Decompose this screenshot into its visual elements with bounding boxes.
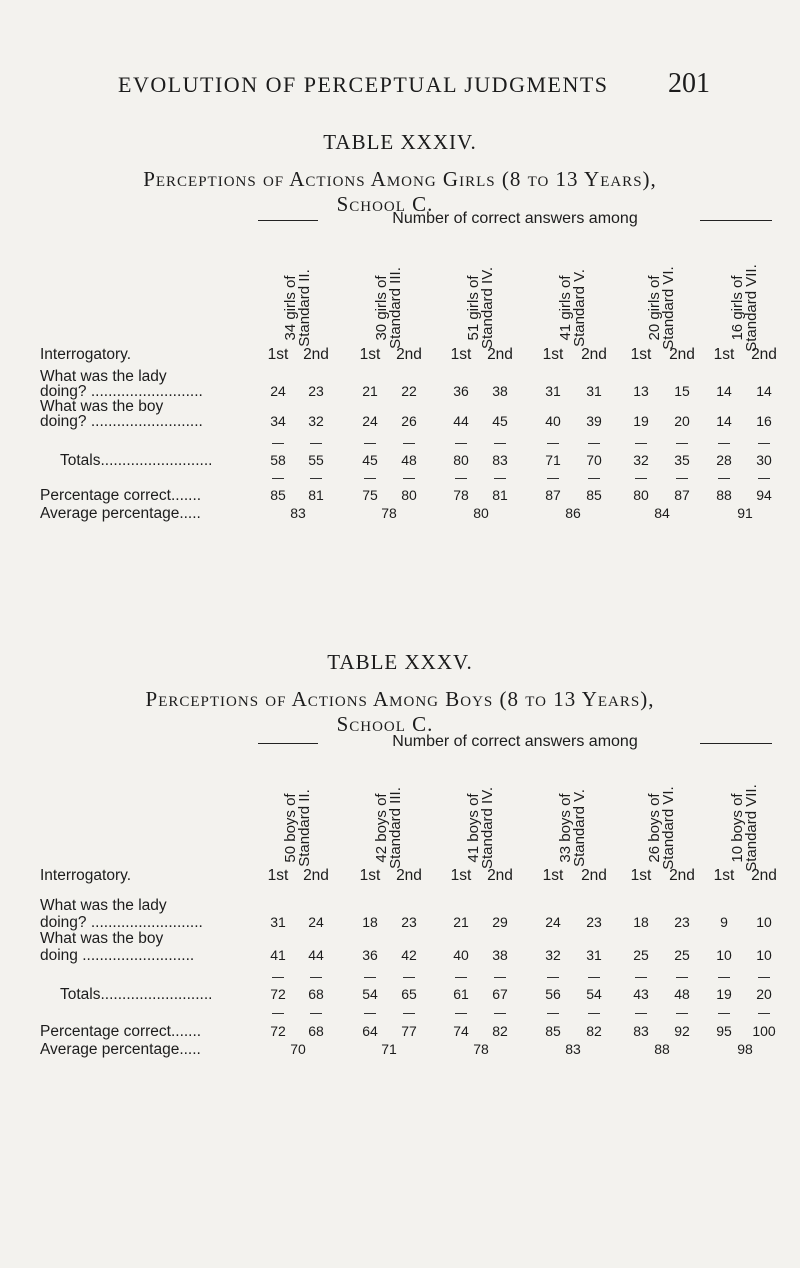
column-header (559, 258, 587, 358)
ordinal-label: 2nd (581, 346, 607, 363)
percentage-label: Percentage correct....... (40, 487, 202, 504)
rule-dash (547, 1013, 559, 1014)
table-cell: 23 (674, 914, 690, 930)
ordinal-label: 1st (713, 867, 735, 884)
totals-cell: 48 (401, 452, 417, 468)
table-cell: 14 (716, 413, 732, 429)
rule-dash (310, 1013, 322, 1014)
table-cell: 23 (586, 914, 602, 930)
totals-cell: 54 (362, 986, 378, 1002)
column-header-standard: Standard II. (296, 789, 313, 867)
percentage-cell: 95 (716, 1023, 732, 1039)
percentage-cell: 81 (492, 487, 508, 503)
percentage-cell: 77 (401, 1023, 417, 1039)
column-header-text (467, 787, 495, 869)
average-cell: 84 (654, 505, 670, 521)
column-header (375, 258, 403, 358)
table-cell: 25 (674, 947, 690, 963)
percentage-cell: 87 (545, 487, 561, 503)
rule-dash (310, 443, 322, 444)
bracket-line-right (700, 220, 772, 221)
average-cell: 70 (290, 1041, 306, 1057)
percentage-cell: 82 (586, 1023, 602, 1039)
ordinal-label: 1st (542, 346, 564, 363)
average-cell: 71 (381, 1041, 397, 1057)
average-cell: 91 (737, 505, 753, 521)
column-header-standard: Standard VI. (660, 266, 677, 350)
column-group-label: Number of correct answers among (392, 733, 638, 750)
average-cell: 88 (654, 1041, 670, 1057)
totals-cell: 83 (492, 452, 508, 468)
totals-cell: 30 (756, 452, 772, 468)
ordinal-label: 2nd (669, 867, 695, 884)
table-cell: 13 (633, 383, 649, 399)
table-cell: 29 (492, 914, 508, 930)
table-cell: 19 (633, 413, 649, 429)
rule-dash (758, 478, 770, 479)
table-cell: 40 (453, 947, 469, 963)
percentage-cell: 83 (633, 1023, 649, 1039)
table-cell: 42 (401, 947, 417, 963)
table-cell: 34 (270, 413, 286, 429)
totals-cell: 61 (453, 986, 469, 1002)
rule-dash (676, 977, 688, 978)
table-cell: 22 (401, 383, 417, 399)
column-header-standard: Standard V. (571, 269, 588, 347)
percentage-cell: 88 (716, 487, 732, 503)
totals-cell: 45 (362, 452, 378, 468)
column-header-standard: Standard VI. (660, 786, 677, 870)
percentage-cell: 100 (752, 1023, 776, 1039)
ordinal-label: 1st (542, 867, 564, 884)
totals-cell: 67 (492, 986, 508, 1002)
bracket-line-right (700, 743, 772, 744)
table-title: TABLE XXXIV. (323, 130, 477, 154)
average-cell: 83 (565, 1041, 581, 1057)
table-cell: 10 (756, 947, 772, 963)
column-header (375, 778, 403, 878)
interrogatory-label: Interrogatory. (40, 346, 132, 363)
percentage-cell: 82 (492, 1023, 508, 1039)
row-label-line1: What was the boy (40, 398, 164, 415)
rule-dash (455, 977, 467, 978)
column-group-label: Number of correct answers among (392, 210, 638, 227)
percentage-cell: 85 (270, 487, 286, 503)
rule-dash (547, 977, 559, 978)
column-header (731, 778, 759, 878)
rule-dash (494, 977, 506, 978)
rule-dash (272, 478, 284, 479)
running-head: EVOLUTION OF PERCEPTUAL JUDGMENTS (118, 72, 609, 97)
average-cell: 86 (565, 505, 581, 521)
column-header (559, 778, 587, 878)
row-label-line2: doing? .......................... (40, 914, 203, 931)
column-header-text (375, 267, 403, 349)
table-cell: 21 (362, 383, 378, 399)
rule-dash (676, 1013, 688, 1014)
column-header (284, 258, 312, 358)
table-cell: 14 (756, 383, 772, 399)
rule-dash (547, 443, 559, 444)
column-header-standard: Standard II. (296, 269, 313, 347)
ordinal-label: 2nd (751, 867, 777, 884)
ordinal-label: 2nd (487, 346, 513, 363)
column-header-count: 34 girls of (282, 275, 299, 341)
table-cell: 32 (308, 413, 324, 429)
bracket-line-left (258, 220, 318, 221)
totals-cell: 28 (716, 452, 732, 468)
table-cell: 24 (362, 413, 378, 429)
table-cell: 40 (545, 413, 561, 429)
totals-cell: 65 (401, 986, 417, 1002)
ordinal-label: 1st (359, 346, 381, 363)
percentage-cell: 72 (270, 1023, 286, 1039)
rule-dash (455, 478, 467, 479)
column-header (467, 258, 495, 358)
rule-dash (588, 443, 600, 444)
table-cell: 31 (545, 383, 561, 399)
rule-dash (718, 977, 730, 978)
column-header-standard: Standard III. (387, 787, 404, 869)
totals-cell: 55 (308, 452, 324, 468)
percentage-cell: 92 (674, 1023, 690, 1039)
totals-cell: 20 (756, 986, 772, 1002)
column-header-count: 16 girls of (729, 275, 746, 341)
rule-dash (588, 1013, 600, 1014)
percentage-cell: 81 (308, 487, 324, 503)
interrogatory-label: Interrogatory. (40, 867, 132, 884)
totals-cell: 72 (270, 986, 286, 1002)
table-subtitle-school: School C. (336, 192, 434, 216)
rule-dash (364, 1013, 376, 1014)
totals-cell: 54 (586, 986, 602, 1002)
table-cell: 21 (453, 914, 469, 930)
column-header-standard: Standard IV. (479, 786, 496, 870)
percentage-label: Percentage correct....... (40, 1023, 202, 1040)
totals-cell: 48 (674, 986, 690, 1002)
table-subtitle: Perceptions of Actions Among Boys (8 to 13 Years), (145, 687, 655, 711)
table-cell: 10 (756, 914, 772, 930)
table-cell: 14 (716, 383, 732, 399)
rule-dash (455, 1013, 467, 1014)
column-header (284, 778, 312, 878)
row-label-line2: doing .......................... (40, 947, 195, 964)
column-header-count: 20 girls of (646, 275, 663, 341)
percentage-cell: 80 (401, 487, 417, 503)
ordinal-label: 2nd (487, 867, 513, 884)
column-header-text (375, 787, 403, 869)
column-header-count: 26 boys of (646, 793, 663, 863)
table-cell: 20 (674, 413, 690, 429)
table-cell: 23 (308, 383, 324, 399)
totals-cell: 68 (308, 986, 324, 1002)
table-cell: 16 (756, 413, 772, 429)
percentage-cell: 78 (453, 487, 469, 503)
ordinal-label: 1st (450, 867, 472, 884)
column-header-count: 10 boys of (729, 793, 746, 863)
rule-dash (635, 977, 647, 978)
table-cell: 39 (586, 413, 602, 429)
rule-dash (547, 478, 559, 479)
column-header-text (284, 269, 312, 347)
rule-dash (718, 443, 730, 444)
rule-dash (635, 478, 647, 479)
rule-dash (403, 478, 415, 479)
ordinal-label: 2nd (303, 346, 329, 363)
table-cell: 45 (492, 413, 508, 429)
column-header-standard: Standard V. (571, 789, 588, 867)
column-header-text (731, 784, 759, 872)
totals-cell: 32 (633, 452, 649, 468)
row-label-line1: What was the lady (40, 897, 167, 914)
rule-dash (588, 478, 600, 479)
ordinal-label: 2nd (396, 346, 422, 363)
row-label-line2: doing? .......................... (40, 383, 203, 400)
average-label: Average percentage..... (40, 505, 201, 522)
table-subtitle-school: School C. (336, 712, 434, 736)
table-cell: 36 (453, 383, 469, 399)
rule-dash (272, 977, 284, 978)
column-header (731, 258, 759, 358)
rule-dash (588, 977, 600, 978)
ordinal-label: 2nd (581, 867, 607, 884)
rule-dash (272, 1013, 284, 1014)
table-cell: 9 (720, 914, 728, 930)
rule-dash (758, 443, 770, 444)
row-label-line2: doing? .......................... (40, 413, 203, 430)
table-cell: 38 (492, 383, 508, 399)
column-header-standard: Standard VII. (743, 784, 760, 872)
average-label: Average percentage..... (40, 1041, 201, 1058)
table-cell: 38 (492, 947, 508, 963)
table-cell: 10 (716, 947, 732, 963)
table-cell: 24 (308, 914, 324, 930)
ordinal-label: 1st (359, 867, 381, 884)
column-header-count: 42 boys of (373, 793, 390, 863)
ordinal-label: 1st (267, 867, 289, 884)
column-header-count: 30 girls of (373, 275, 390, 341)
ordinal-label: 2nd (751, 346, 777, 363)
row-label-line1: What was the boy (40, 930, 164, 947)
totals-label: Totals.......................... (60, 986, 213, 1003)
percentage-cell: 68 (308, 1023, 324, 1039)
column-header-text (648, 266, 676, 349)
column-header-count: 33 boys of (557, 793, 574, 863)
column-header-standard: Standard IV. (479, 266, 496, 350)
ordinal-label: 1st (450, 346, 472, 363)
totals-cell: 71 (545, 452, 561, 468)
rule-dash (364, 478, 376, 479)
percentage-cell: 75 (362, 487, 378, 503)
rule-dash (718, 478, 730, 479)
average-cell: 78 (473, 1041, 489, 1057)
table-cell: 15 (674, 383, 690, 399)
rule-dash (758, 1013, 770, 1014)
column-header-standard: Standard III. (387, 267, 404, 349)
table-cell: 36 (362, 947, 378, 963)
rule-dash (758, 977, 770, 978)
rule-dash (403, 977, 415, 978)
ordinal-label: 1st (267, 346, 289, 363)
table-cell: 44 (453, 413, 469, 429)
column-header-text (731, 264, 759, 352)
table-cell: 31 (586, 947, 602, 963)
ordinal-label: 2nd (396, 867, 422, 884)
totals-cell: 58 (270, 452, 286, 468)
average-cell: 83 (290, 505, 306, 521)
ordinal-label: 1st (713, 346, 735, 363)
table-cell: 25 (633, 947, 649, 963)
totals-cell: 35 (674, 452, 690, 468)
rule-dash (635, 1013, 647, 1014)
bracket-line-left (258, 743, 318, 744)
percentage-cell: 74 (453, 1023, 469, 1039)
rule-dash (494, 1013, 506, 1014)
column-header-text (284, 789, 312, 867)
rule-dash (403, 443, 415, 444)
percentage-cell: 87 (674, 487, 690, 503)
column-header-count: 50 boys of (282, 793, 299, 863)
column-header-text (467, 267, 495, 349)
average-cell: 80 (473, 505, 489, 521)
rule-dash (364, 443, 376, 444)
column-header-count: 41 girls of (557, 275, 574, 341)
table-cell: 44 (308, 947, 324, 963)
totals-cell: 80 (453, 452, 469, 468)
rule-dash (718, 1013, 730, 1014)
table-cell: 24 (545, 914, 561, 930)
average-cell: 98 (737, 1041, 753, 1057)
column-header (467, 778, 495, 878)
rule-dash (272, 443, 284, 444)
table-cell: 32 (545, 947, 561, 963)
percentage-cell: 64 (362, 1023, 378, 1039)
percentage-cell: 85 (545, 1023, 561, 1039)
ordinal-label: 2nd (669, 346, 695, 363)
table-cell: 23 (401, 914, 417, 930)
rule-dash (494, 478, 506, 479)
column-header-text (559, 789, 587, 867)
ordinal-label: 1st (630, 867, 652, 884)
totals-label: Totals.......................... (60, 452, 213, 469)
table-cell: 31 (270, 914, 286, 930)
rule-dash (676, 443, 688, 444)
totals-cell: 70 (586, 452, 602, 468)
totals-cell: 56 (545, 986, 561, 1002)
ordinal-label: 1st (630, 346, 652, 363)
rule-dash (455, 443, 467, 444)
rule-dash (310, 478, 322, 479)
page-number: 201 (668, 68, 710, 99)
percentage-cell: 94 (756, 487, 772, 503)
rule-dash (494, 443, 506, 444)
rule-dash (403, 1013, 415, 1014)
column-header-text (648, 786, 676, 869)
column-header (648, 778, 676, 878)
table-cell: 18 (633, 914, 649, 930)
ordinal-label: 2nd (303, 867, 329, 884)
table-cell: 41 (270, 947, 286, 963)
table-title: TABLE XXXV. (327, 650, 473, 674)
column-header-standard: Standard VII. (743, 264, 760, 352)
table-cell: 18 (362, 914, 378, 930)
percentage-cell: 80 (633, 487, 649, 503)
table-cell: 26 (401, 413, 417, 429)
column-header-count: 41 boys of (465, 793, 482, 863)
table-cell: 31 (586, 383, 602, 399)
totals-cell: 43 (633, 986, 649, 1002)
table-subtitle: Perceptions of Actions Among Girls (8 to 13 Years), (143, 167, 657, 191)
row-label-line1: What was the lady (40, 368, 167, 385)
table-cell: 24 (270, 383, 286, 399)
column-header-count: 51 girls of (465, 275, 482, 341)
average-cell: 78 (381, 505, 397, 521)
rule-dash (635, 443, 647, 444)
column-header-text (559, 269, 587, 347)
percentage-cell: 85 (586, 487, 602, 503)
totals-cell: 19 (716, 986, 732, 1002)
column-header (648, 258, 676, 358)
rule-dash (310, 977, 322, 978)
rule-dash (364, 977, 376, 978)
rule-dash (676, 478, 688, 479)
